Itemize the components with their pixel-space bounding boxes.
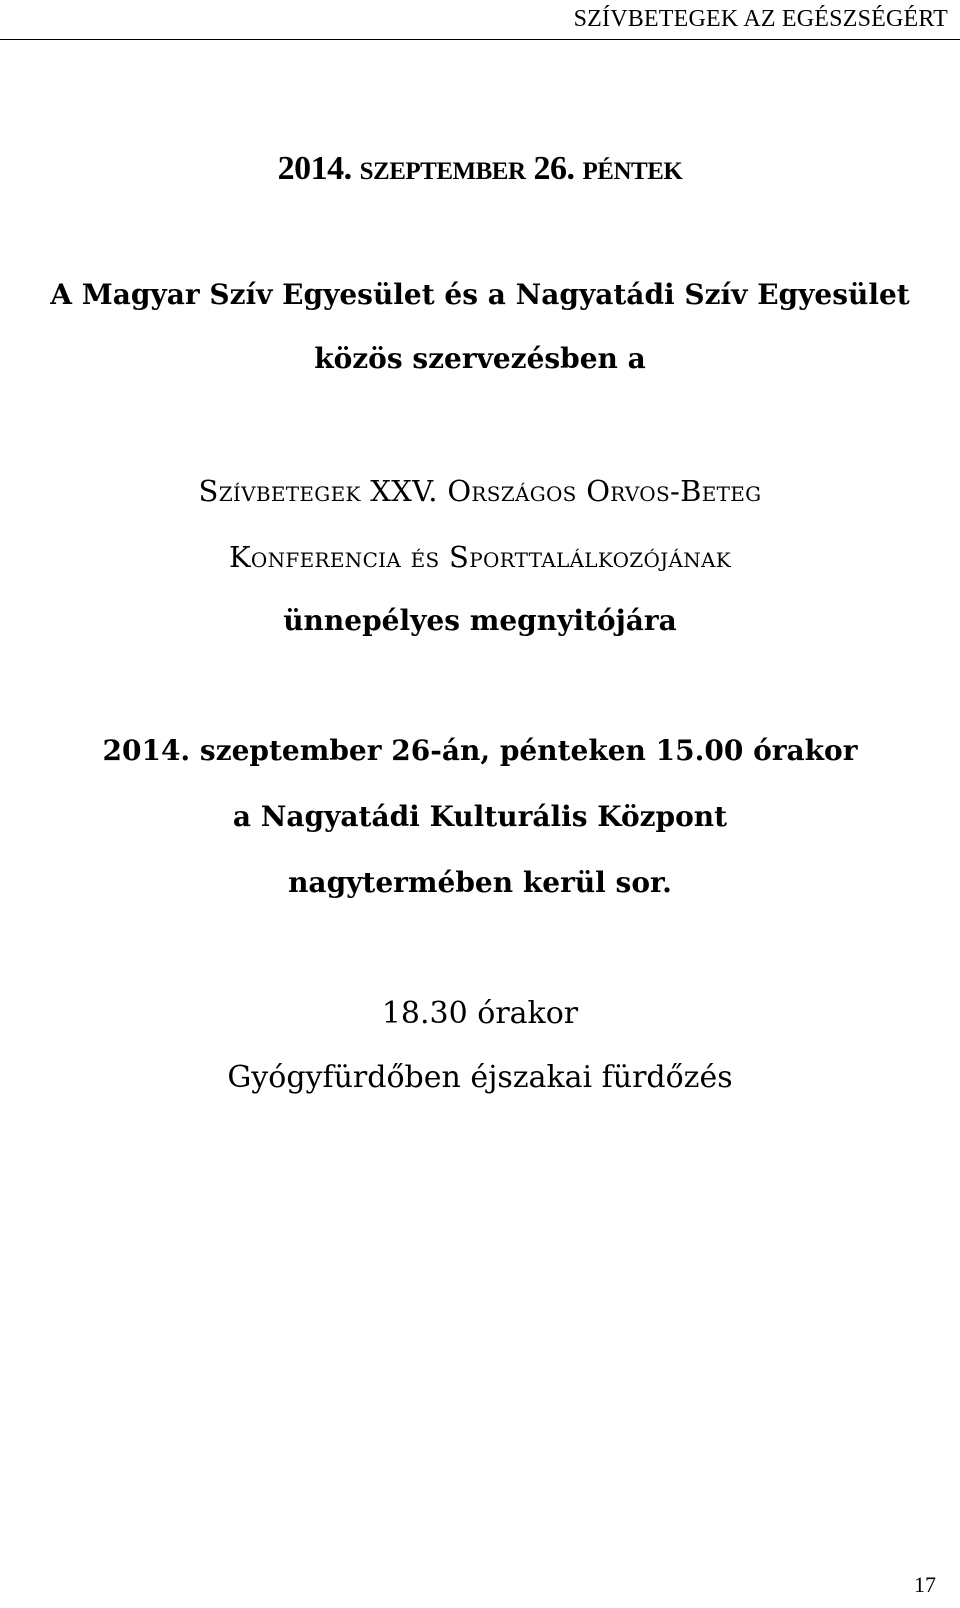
- page-number: 17: [914, 1572, 936, 1597]
- details-line-1: 2014. szeptember 26-án, pénteken 15.00 órakor: [102, 734, 858, 767]
- date-day: 26.: [533, 150, 575, 187]
- intro-line-2: közös szervezésben a: [314, 342, 646, 375]
- date-weekday: PÉNTEK: [582, 158, 683, 185]
- event-title-line-1: Szívbetegek XXV. Országos Orvos-Beteg: [198, 474, 762, 508]
- details-line-2: a Nagyatádi Kulturális Központ: [232, 800, 728, 833]
- date-year: 2014.: [277, 150, 352, 187]
- details-line-3: nagytermében kerül sor.: [288, 866, 672, 899]
- evening-time: 18.30 órakor: [381, 996, 579, 1031]
- intro-line-1: A Magyar Szív Egyesület és a Nagyatádi Szív Egyesület: [50, 278, 910, 311]
- header-title: SZÍVBETEGEK AZ EGÉSZSÉGÉRT: [573, 6, 948, 32]
- event-title-line-2: Konferencia és Sporttalálkozójának: [228, 540, 732, 574]
- date-heading: [0, 150, 960, 188]
- running-header: [0, 0, 960, 40]
- date-month: SZEPTEMBER: [359, 158, 526, 185]
- evening-activity: Gyógyfürdőben éjszakai fürdőzés: [227, 1060, 733, 1095]
- event-title-line-3: ünnepélyes megnyitójára: [283, 604, 677, 637]
